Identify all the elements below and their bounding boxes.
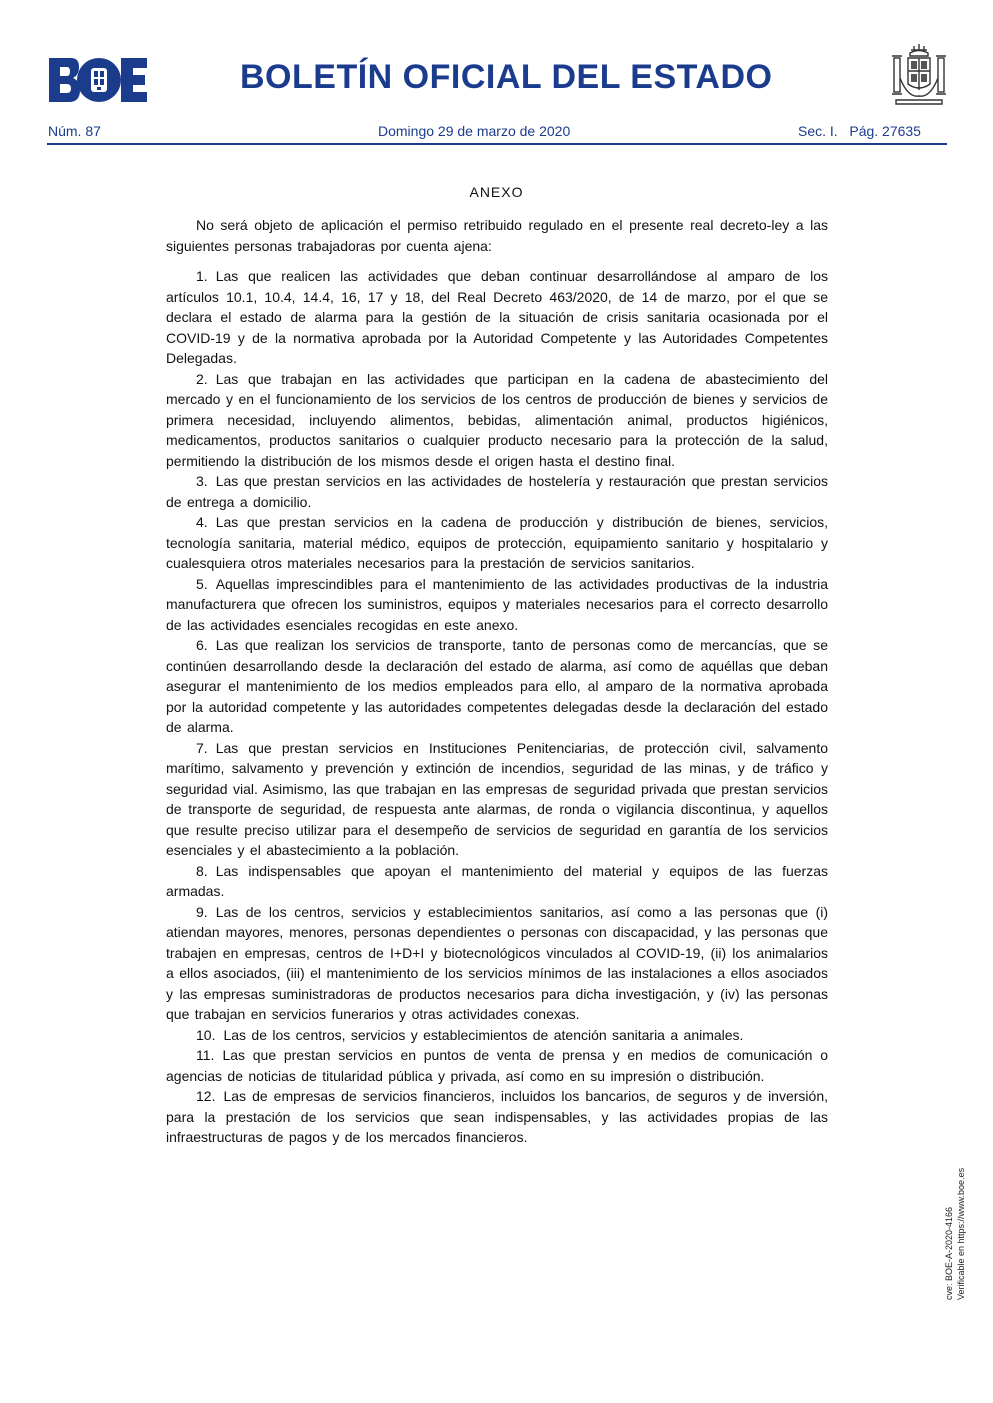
item-number: 4. [196,514,208,530]
list-item [166,1045,828,1086]
list-item [166,902,828,1025]
issue-date: Domingo 29 de marzo de 2020 [378,123,571,139]
item-text: Las de los centros, servicios y establecimientos sanitarios, así como a las personas que (i) atiendan mayores, menores, personas dependientes o personas con discapacidad, y las personas que trabajen en empresas, centros de I+D+I y biotecnológicos vinculados al COVID-19, (ii) los animalarios a ellos asociados, (iii) el mantenimiento de los servicios mínimos de las instalaciones a ellos asociados y las empresas suministradoras de productos necesarios para dicha investigación, y (iv) las personas que trabajan en servicios funerarios y otras actividades conexas. [166,903,828,1022]
verification-note [943,1168,967,1300]
bulletin-title: BOLETÍN OFICIAL DEL ESTADO [240,58,773,96]
annex-heading: ANEXO [469,184,524,200]
item-number: 11. [196,1047,215,1063]
list-item [166,635,828,738]
item-number: 7. [196,739,208,756]
intro-paragraph: No será objeto de aplicación el permiso retribuido regulado en el presente real decreto-ley a las siguientes personas trabajadoras por cuenta ajena: [166,217,828,254]
item-number: 9. [196,903,208,920]
list-item [166,738,828,861]
item-text: Las que prestan servicios en Instituciones Penitenciarias, de protección civil, salvamento marítimo, salvamento y prevención y extinción de incendios, seguridad de las minas, y de tráfico y seguridad vial. Asimismo, las que trabajan en las empresas de seguridad privada que prestan servicios de transporte de seguridad, de respuesta ante alarmas, de ronda o vigilancia discontinua, y aquellos que resulte preciso utilizar para el desempeño de servicios de seguridad en garantía de los servicios esenciales y el abastecimiento a la población. [166,739,828,858]
verification-link[interactable]: Verificable en https://www.boe.es [956,1167,966,1300]
item-number: 3. [196,473,208,489]
list-item [166,1025,828,1046]
item-number: 10. [196,1026,216,1043]
item-number: 2. [196,370,208,387]
cve-code: cve: BOE-A-2020-4166 [944,1206,954,1300]
item-text: Las que realicen las actividades que deban continuar desarrollándose al amparo de los artículos 10.1, 10.4, 14.4, 16, 17 y 18, del Real Decreto 463/2020, de 14 de marzo, por el que se declara el estado de alarma para la gestión de la situación de crisis sanitaria ocasionada por el COVID-19 y de la normativa aprobada por la Autoridad Competente y las Autoridades Competentes Delegadas. [166,268,828,366]
item-text: Las que prestan servicios en la cadena de producción y distribución de bienes, servicios, tecnología sanitaria, material médico, equipos de protección, equipamiento sanitario y hospitalario y cualesquiera otros materiales necesarios para la prestación de servicios sanitarios. [166,514,828,571]
item-text: Las indispensables que apoyan el mantenimiento del material y equipos de las fuerzas armadas. [166,862,828,899]
item-text: Aquellas imprescindibles para el mantenimiento de las actividades productivas de la industria manufacturera que ofrecen los suministros, equipos y materiales necesarios para el correcto desarrollo de las actividades esenciales recogidas en este anexo. [166,575,828,633]
item-text: Las de empresas de servicios financieros, incluidos los bancarios, de seguros y de inversión, para la prestación de los servicios que sean indispensables, y las actividades propias de las infraestructuras de pagos y de los mercados financieros. [166,1088,828,1145]
list-item [166,512,828,574]
list-item [166,471,828,512]
item-number: 8. [196,862,208,879]
issue-number: Núm. 87 [48,123,101,139]
item-number: 12. [196,1088,216,1104]
item-number: 1. [196,268,208,284]
list-item [166,861,828,902]
item-number: 5. [196,575,208,592]
list-item [166,1086,828,1148]
item-text: Las que trabajan en las actividades que participan en la cadena de abastecimiento del mercado y en el funcionamiento de los servicios de los centros de producción de bienes y servicios de primera necesidad, incluyendo alimentos, bebidas, alimentación animal, productos higiénicos, medicamentos, productos sanitarios o cualquier producto necesario para la protección de la salud, permitiendo la distribución de los mismos desde el origen hasta el destino final. [166,370,828,469]
boe-logo [47,56,149,104]
list-item [166,369,828,472]
item-text: Las que realizan los servicios de transporte, tanto de personas como de mercancías, que se continúen desarrollando desde la declaración del estado de alarma, así como de aquéllas que deban asegurar el mantenimiento de los medios empleados para ello, al amparo de la normativa aprobada por la autoridad competente y las autoridades competentes delegadas desde la declaración del estado de alarma. [166,637,828,735]
item-text: Las que prestan servicios en puntos de venta de prensa y en medios de comunicación o agencias de noticias de titularidad pública y privada, así como en su impresión o distribución. [166,1047,828,1084]
item-text: Las que prestan servicios en las actividades de hostelería y restauración que prestan servicios de entrega a domicilio. [166,473,828,510]
item-text: Las de los centros, servicios y establecimientos de atención sanitaria a animales. [223,1026,744,1043]
list-item [166,574,828,636]
list-item [166,266,828,369]
annex-body [166,215,828,1148]
coat-of-arms-icon [890,44,948,108]
section-page: Sec. I. Pág. 27635 [798,123,921,139]
item-number: 6. [196,637,208,653]
header-divider [47,143,947,145]
